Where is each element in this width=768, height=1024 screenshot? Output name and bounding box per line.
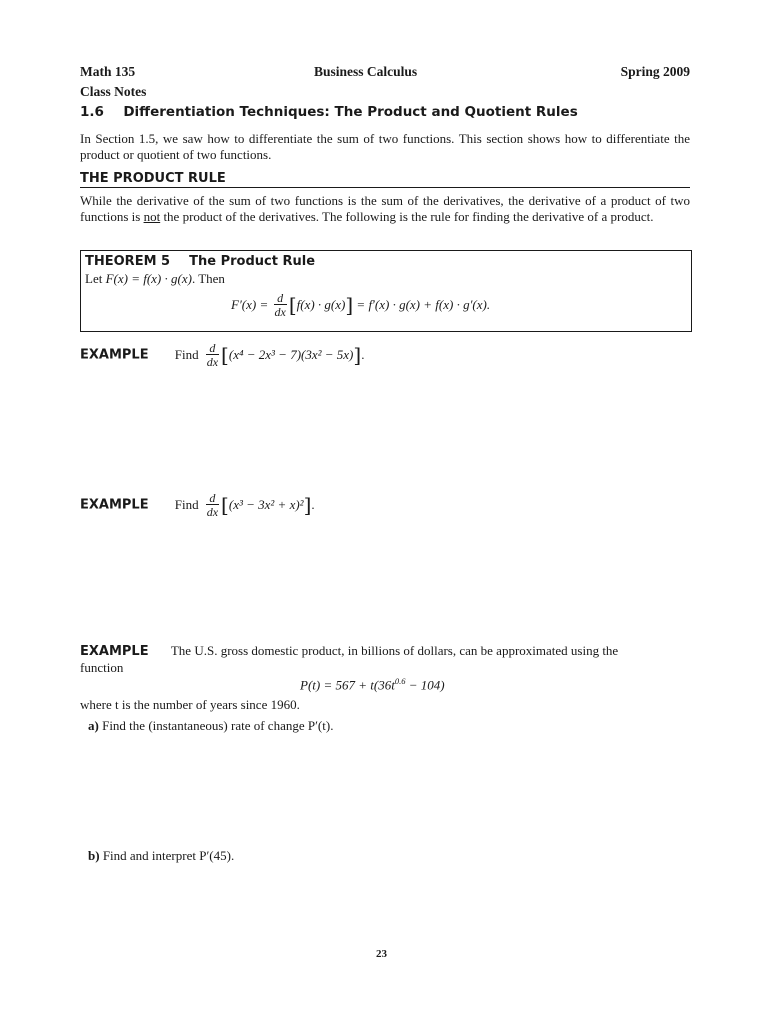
gdp-example	[80, 643, 690, 660]
course-term: Spring 2009	[620, 64, 690, 79]
example-1: EXAMPLE Find $\frac{d}{dx}$ [(x⁴ − 2x³ − 7)(3x² − 5x)].	[80, 341, 365, 369]
theorem-let: Let F(x) = f(x) · g(x). Then	[85, 271, 225, 286]
gdp-example-text: The U.S. gross domestic product, in billions of dollars, can be approximated using the	[170, 643, 619, 658]
part-a: a) Find the (instantaneous) rate of change P′(t).	[88, 718, 334, 733]
section-title: Differentiation Techniques: The Product and Quotient Rules	[123, 104, 578, 120]
course-code: Math 135	[80, 64, 136, 79]
example-expression: (x³ − 3x² + x)²	[228, 497, 304, 512]
theorem-title: THEOREM 5 The Product Rule	[85, 254, 316, 269]
derivative-operator: $\frac{d}{dx}$	[206, 341, 219, 369]
product-rule-heading: THE PRODUCT RULE	[80, 171, 690, 188]
example-label: EXAMPLE	[80, 644, 149, 659]
example-label: EXAMPLE	[80, 497, 149, 513]
section-number: 1.6	[80, 104, 104, 120]
section-heading	[80, 104, 578, 120]
product-rule-formula: F′(x) = $\frac{d}{dx}$ [f(x) · g(x)] = f′(x) · g(x) + f(x) · g′(x).	[231, 291, 491, 319]
gdp-example-text-2: function	[80, 660, 124, 675]
theorem-box	[80, 250, 692, 332]
part-b: b) Find and interpret P′(45).	[88, 848, 235, 863]
page-number: 23	[376, 948, 387, 960]
emphasis-not: not	[143, 209, 161, 224]
course-title: Business Calculus	[314, 64, 418, 79]
gdp-where: where t is the number of years since 1960.	[80, 697, 300, 712]
derivative-operator: $\frac{d}{dx}$	[206, 491, 219, 519]
derivative-operator: $\frac{d}{dx}$	[274, 291, 286, 319]
product-rule-paragraph: While the derivative of the sum of two functions is the sum of the derivatives, the derivative of a product of two functions is not the product of the derivatives. The following is the rule for finding the derivative of a product.	[80, 193, 690, 224]
example-2: EXAMPLE Find $\frac{d}{dx}$ [(x³ − 3x² + x)²].	[80, 491, 315, 519]
class-notes-label: Class Notes	[80, 84, 147, 99]
gdp-formula: $P(t) = 567 + t(36t^{0.6} - 104)$	[300, 676, 445, 693]
section-intro: In Section 1.5, we saw how to differentiate the sum of two functions. This section shows how to differentiate the product or quotient of two functions.	[80, 131, 690, 162]
example-label: EXAMPLE	[80, 347, 149, 363]
document-page	[80, 0, 690, 1024]
example-expression: (x⁴ − 2x³ − 7)(3x² − 5x)	[228, 347, 354, 362]
